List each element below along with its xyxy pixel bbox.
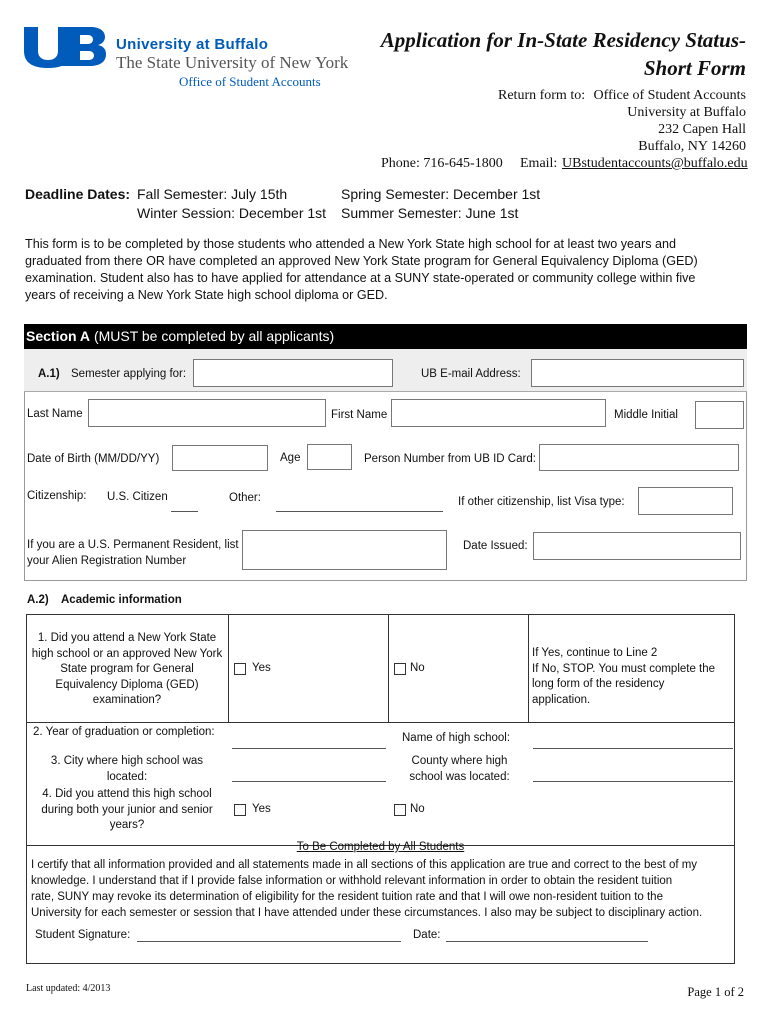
pr-label [27, 537, 239, 569]
q1-no-label: No [410, 662, 425, 674]
form-title-line2: Short Form [643, 56, 746, 80]
email-link[interactable]: UBstudentaccounts@buffalo.edu [562, 156, 748, 171]
middle-initial-input[interactable] [695, 401, 744, 429]
return-line1: Office of Student Accounts [593, 88, 746, 103]
q4-yes-checkbox[interactable] [234, 804, 246, 816]
certify-line: I certify that all information provided and all statements made in all sections of this application are true and correct to the best of my [31, 859, 698, 871]
county-line: school was located: [409, 770, 510, 783]
certify-line: University for each semester or session that I have attended under these circumstances. I also may be subject to disciplinary action. [31, 907, 703, 919]
q1-yes-checkbox[interactable] [234, 663, 246, 675]
logo-name: University at Buffalo [116, 36, 269, 53]
dob-label: Date of Birth (MM/DD/YY) [27, 453, 160, 465]
dob-input[interactable] [172, 445, 268, 471]
email-label: Email: [520, 156, 558, 171]
school-name-field[interactable] [533, 748, 733, 749]
q1-line: 1. Did you attend a New York State [37, 632, 217, 644]
logo-office: Office of Student Accounts [179, 74, 321, 89]
return-line3: 232 Capen Hall [658, 122, 746, 137]
county-label [392, 754, 527, 785]
ub-email-label: UB E-mail Address: [421, 368, 521, 380]
us-citizen-field[interactable] [171, 511, 198, 512]
deadline-label: Deadline Dates: [25, 186, 131, 202]
q1-note-line: If Yes, continue to Line 2 [532, 647, 658, 659]
graduation-year-field[interactable] [232, 748, 386, 749]
person-number-label: Person Number from UB ID Card: [364, 453, 536, 465]
q1-line: State program for General [60, 663, 194, 676]
intro-line: examination. Student also has to have applied for attendance at a SUNY state-operated or community college within five [25, 271, 696, 285]
q1-line: high school or an approved New York [31, 647, 223, 660]
pr-label-line1: If you are a U.S. Permanent Resident, list [27, 539, 239, 551]
date-field[interactable] [446, 941, 648, 942]
q1-text [27, 631, 227, 709]
table-divider [388, 614, 389, 722]
section-a-header [24, 324, 747, 349]
q3-line: 3. City where high school was [50, 755, 204, 767]
q1-yes-label: Yes [252, 662, 271, 674]
page-number: Page 1 of 2 [687, 985, 744, 999]
intro-line: years of receiving a New York State high school diploma or GED. [25, 288, 388, 302]
q3-line: located: [106, 770, 148, 783]
table-divider [26, 722, 735, 723]
return-line2: University at Buffalo [627, 105, 746, 120]
date-label: Date: [413, 929, 441, 941]
intro-line: graduated from there OR have completed an approved New York State program for General Equivalency Diploma (GED) [25, 254, 698, 268]
semester-label: Semester applying for: [71, 368, 187, 380]
age-label: Age [280, 452, 301, 464]
last-name-input[interactable] [88, 399, 326, 427]
return-label: Return form to: [498, 88, 586, 103]
q4-line: 4. Did you attend this high school [42, 788, 212, 800]
semester-input[interactable] [193, 359, 393, 387]
deadline-fall: Fall Semester: July 15th [137, 186, 288, 202]
visa-input[interactable] [638, 487, 733, 515]
q1-note [532, 646, 715, 708]
ub-logo-mark [22, 25, 110, 69]
ub-email-input[interactable] [531, 359, 744, 387]
intro-text [25, 236, 698, 304]
certify-text [31, 857, 702, 921]
table-divider [528, 614, 529, 722]
certify-title: To Be Completed by All Students [296, 841, 465, 853]
other-label: Other: [229, 492, 261, 504]
citizenship-label: Citizenship: [27, 490, 87, 502]
q1-note-line: application. [532, 693, 591, 706]
first-name-label: First Name [331, 409, 388, 421]
phone: Phone: 716-645-1800 [381, 156, 503, 171]
signature-field[interactable] [137, 941, 401, 942]
q1-note-line: If No, STOP. You must complete the [532, 662, 716, 675]
q2-text: 2. Year of graduation or completion: [33, 726, 215, 738]
logo-sub: The State University of New York [116, 53, 349, 72]
q4-line: years? [109, 819, 145, 832]
date-issued-label: Date Issued: [463, 540, 528, 552]
q4-no-checkbox[interactable] [394, 804, 406, 816]
section-a-title: Section A [26, 328, 91, 344]
other-citizenship-field[interactable] [276, 511, 443, 512]
pr-label-line2: your Alien Registration Number [27, 555, 187, 567]
a2-title: Academic information [61, 594, 182, 606]
visa-label: If other citizenship, list Visa type: [458, 496, 625, 508]
section-a-subtitle: (MUST be completed by all applicants) [93, 328, 335, 344]
form-title-line1: Application for In-State Residency Status- [380, 28, 746, 52]
county-line: County where high [411, 755, 508, 767]
county-field[interactable] [533, 781, 733, 782]
q1-line: Equivalency Diploma (GED) [55, 678, 199, 691]
certify-line: knowledge. I understand that if I provide false information or withhold relevant information in order to obtain the resident tuition [31, 875, 673, 887]
signature-label: Student Signature: [35, 929, 131, 941]
city-field[interactable] [232, 781, 386, 782]
deadline-spring: Spring Semester: December 1st [341, 186, 541, 202]
certify-line: rate, SUNY may revoke its determination of eligibility for the resident tuition rate and that I will owe non-resident tuition to the [31, 891, 663, 903]
q4-line: during both your junior and senior [41, 803, 213, 816]
table-divider [228, 614, 229, 722]
q4-no-label: No [410, 803, 425, 815]
q1-no-checkbox[interactable] [394, 663, 406, 675]
last-name-label: Last Name [27, 408, 83, 420]
q1-line: examination? [92, 694, 162, 707]
middle-initial-label: Middle Initial [614, 409, 678, 421]
school-name-label: Name of high school: [402, 732, 511, 744]
q4-text [27, 787, 227, 834]
a2-label: A.2) [27, 594, 49, 606]
a1-label: A.1) [38, 368, 60, 380]
deadline-summer: Summer Semester: June 1st [341, 205, 519, 221]
last-updated: Last updated: 4/2013 [26, 983, 111, 994]
q1-note-line: long form of the residency [532, 678, 665, 691]
alien-number-input[interactable] [242, 530, 447, 570]
deadline-winter: Winter Session: December 1st [137, 205, 327, 221]
q4-yes-label: Yes [252, 803, 271, 815]
person-number-input[interactable] [539, 444, 739, 471]
intro-line: This form is to be completed by those students who attended a New York State high school for at least two years and [25, 237, 677, 251]
us-citizen-label: U.S. Citizen [107, 491, 168, 503]
return-line4: Buffalo, NY 14260 [638, 139, 746, 154]
date-issued-input[interactable] [533, 532, 741, 560]
first-name-input[interactable] [391, 399, 606, 427]
age-input[interactable] [307, 444, 352, 470]
q3-text [27, 754, 227, 785]
